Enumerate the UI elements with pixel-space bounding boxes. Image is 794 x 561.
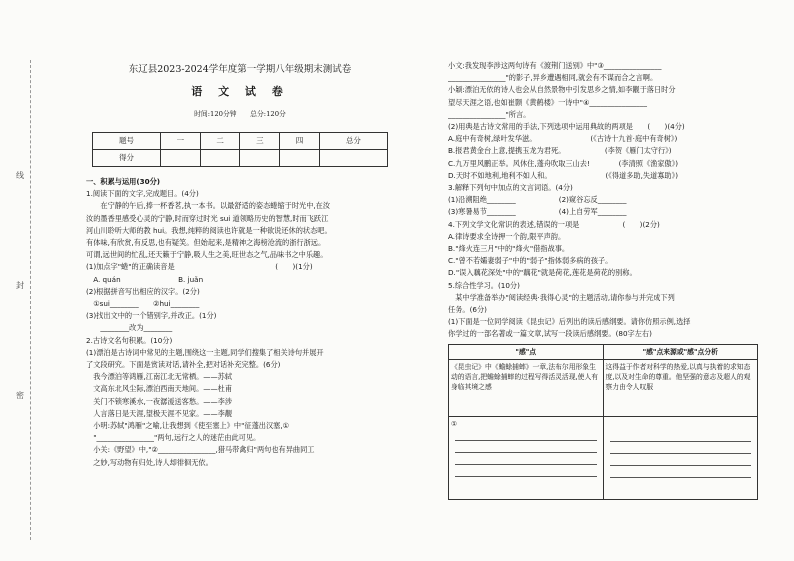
option-line: A. quán B. juǎn bbox=[86, 274, 204, 284]
question-line: 你学过的一部名著或一篇文章,试写一段读后感纲要。(80字左右) bbox=[448, 329, 652, 339]
question-line: 3.解释下列句中加点的文言词语。(4分) bbox=[448, 183, 573, 193]
score-table-score-row bbox=[93, 150, 388, 167]
binding-label-mid: 封 bbox=[16, 281, 24, 290]
score-cell[interactable] bbox=[240, 150, 280, 167]
answer-feeling-cell[interactable] bbox=[449, 417, 604, 500]
score-table-header-row bbox=[93, 133, 388, 150]
score-header-cell: 二 bbox=[200, 133, 240, 150]
dialogue-line: 小颖:漂泊无依的诗人也会从自然景物中引发思乡之情,如李觏于落日时分 bbox=[448, 85, 676, 95]
score-header-cell: 总分 bbox=[319, 133, 387, 150]
option-line: A.庭中有奇树,绿叶发华滋。 (《古诗十九首·庭中有奇树》) bbox=[448, 134, 678, 144]
right-column bbox=[448, 0, 768, 561]
question-line: 某中学准备举办"阅读经典·我得心灵"的主题活动,请你参与并完成下列 bbox=[448, 292, 675, 302]
question-line: 5.综合性学习。(10分) bbox=[448, 280, 520, 290]
answer-line[interactable] bbox=[455, 441, 597, 453]
passage-line: 在宁静的午后,捧一杯香茗,执一本书。以最舒适的姿态蜷缩于时光中,在汝 bbox=[86, 201, 331, 211]
passage-line: 有体味,有欣赏,有反思,也有疑笑。但始起来,是精神之海榜沧流的浙行浙远。 bbox=[86, 238, 326, 248]
exam-title: 东辽县2023-2024学年度第一学期八年级期末测试卷 bbox=[128, 64, 352, 75]
dialogue-line: 小明:苏轼"鸿雁"之喻,让我想到《使至塞上》中"征蓬出汉塞,① bbox=[86, 421, 290, 431]
answer-blank-line[interactable]: 小关:《野望》中,"②________________,猎马带禽归"两句也有异曲同工 bbox=[86, 445, 315, 455]
answer-line[interactable] bbox=[455, 465, 597, 477]
answer-line[interactable] bbox=[455, 429, 597, 441]
question-line: (2)用典是古诗文常用的手法,下列选项中运用典故的两项是 ( )(4分) bbox=[448, 122, 685, 132]
question-line: 任务。(6分) bbox=[448, 305, 487, 315]
poem-line: 文高东北风尘际,漂泊西南天地间。——杜甫 bbox=[86, 384, 233, 394]
table-header-source: "感"点来源或"感"点分析 bbox=[603, 345, 758, 360]
example-source-cell: 这得益于作者对科学的热爱,以真与执着的求知态度,以及对生命的尊重。他坚强的意志及超人的观察力由令人叹服 bbox=[603, 360, 758, 417]
question-line: (1)下面是一位同学阅读《昆虫记》后列出的读后感纲要。请你仿照示例,选择 bbox=[448, 317, 691, 327]
question-line: 1.阅读下面的文字,完成题目。(4分) bbox=[86, 189, 199, 199]
question-line: (1)漂泊是古诗词中常见的主题,围绕这一主题,同学们搜集了相关诗句并展开 bbox=[86, 347, 324, 357]
answer-blank-line[interactable]: 小文:我发现李涉这两句诗有《渡荆门送别》中"③________________ bbox=[448, 61, 662, 70]
answer-blank-line[interactable]: (1)沿溯阻绝________ (2)窥谷忘反________ bbox=[448, 195, 627, 205]
exam-meta: 时间:120分钟 总分:120分 bbox=[194, 110, 286, 118]
right-question-text bbox=[448, 60, 768, 341]
question-line: (1)加点字"蜷"的正确读音是 ( )(1分) bbox=[86, 262, 313, 272]
answer-line[interactable] bbox=[610, 454, 752, 466]
passage-line: 可谓,远世间的忙乱,还天籁于宁静,吸人生之美,旺世态之气,品味书之中乐趣。 bbox=[86, 250, 328, 260]
option-line: C."曾不若孀妻弱子"中的"弱子"指体弱多病的孩子。 bbox=[448, 256, 613, 266]
score-header-cell: 三 bbox=[240, 133, 280, 150]
table-header-feeling: "感"点 bbox=[449, 345, 604, 360]
passage-line: 河山川聆听大师的教 hui。我想,纯粹的阅读也许就是一种欲说还休的状态吧。 bbox=[86, 225, 332, 235]
score-table bbox=[92, 132, 388, 167]
blank-marker: ① bbox=[451, 420, 458, 428]
option-line: B."烽火连三月"中的"烽火"借指战事。 bbox=[448, 244, 570, 254]
score-cell[interactable] bbox=[200, 150, 240, 167]
score-cell[interactable] bbox=[161, 150, 201, 167]
passage-line: 汝的墨香里感受心灵的宁静,时而穿过时光 sui 道领略历史的智慧,时而飞跃江 bbox=[86, 213, 329, 223]
answer-source-cell[interactable] bbox=[603, 417, 758, 500]
answer-blank-line[interactable]: ________改为________ bbox=[86, 323, 173, 333]
binding-label-bottom: 密 bbox=[16, 391, 24, 400]
poem-line: 人言落日是天涯,望极天涯不见家。——李觏 bbox=[86, 408, 233, 418]
option-line: C.九万里风鹏正举。风休住,蓬舟吹取三山去! (李清照《渔家傲》) bbox=[448, 158, 679, 168]
option-line: A.律诗要求全诗押一个韵,限平声韵。 bbox=[448, 231, 566, 241]
score-header-cell: 四 bbox=[280, 133, 320, 150]
section-heading: 一、积累与运用(30分) bbox=[86, 177, 161, 186]
answer-line[interactable] bbox=[610, 466, 752, 478]
left-column bbox=[86, 0, 394, 561]
binding-label-top: 线 bbox=[16, 171, 24, 180]
answer-blank-line[interactable]: (3)寒暑易节________ (4)上自劳军________ bbox=[448, 207, 627, 217]
subject-title: 语 文 试 卷 bbox=[191, 85, 289, 98]
option-line: D.天时不如地利,地利不如人和。 (《得道多助,失道寡助》) bbox=[448, 170, 679, 180]
reading-notes-table bbox=[448, 344, 758, 500]
answer-blank-line[interactable]: ①sui________ ②hui________ bbox=[86, 299, 200, 309]
option-line: D."误入藕花深处"中的"藕花"就是荷花,莲花是荷花的别称。 bbox=[448, 268, 637, 278]
answer-blank-line[interactable]: "________________"两句,远行之人的迷茫由此可见。 bbox=[86, 433, 261, 443]
question-line: 了文段研究。下面是赏读对话,请补全,把对话补充完整。(6分) bbox=[86, 360, 281, 370]
poem-line: 关门不锁寒溪水,一夜潺湲送客愁。——李涉 bbox=[86, 396, 233, 406]
question-line: 4.下列文学文化常识的表述,错误的一项是 ( )(2分) bbox=[448, 219, 660, 229]
score-row-label: 得分 bbox=[93, 150, 161, 167]
question-line: (2)根据拼音写出相应的汉字。(2分) bbox=[86, 286, 200, 296]
answer-line[interactable] bbox=[455, 453, 597, 465]
score-header-cell: 一 bbox=[161, 133, 201, 150]
score-header-cell: 题号 bbox=[93, 133, 161, 150]
answer-blank-line[interactable]: ________________"所言。 bbox=[448, 109, 531, 119]
answer-blank-line[interactable]: 望尽天涯之语,也如崔颢《黄鹤楼》一诗中"④________________ bbox=[448, 97, 647, 107]
poem-line: 我今漂泊等鸿雁,江南江北无常栖。——苏轼 bbox=[86, 372, 233, 382]
score-cell[interactable] bbox=[319, 150, 387, 167]
question-line: (3)找出文中的一个错别字,并改正。(1分) bbox=[86, 311, 217, 321]
example-feeling-cell: 《昆虫记》中《蟾蜍捕蟀》一章,法布尔用形象生动的语言,把蟾蜍捕蟀的过程写得活灵活现,使人有身临其境之感 bbox=[449, 360, 604, 417]
answer-line[interactable] bbox=[610, 430, 752, 442]
question-line: 2.古诗文名句积累。(10分) bbox=[86, 335, 173, 345]
dialogue-line: 之妙,写动物有归处,诗人却徘徊无依。 bbox=[86, 457, 213, 467]
binding-margin bbox=[14, 60, 31, 540]
answer-line[interactable] bbox=[610, 442, 752, 454]
answer-blank-line[interactable]: ________________"的影子,异乡遭遇相同,就会有不谋而合之言啊。 bbox=[448, 73, 658, 83]
left-question-text bbox=[86, 176, 394, 469]
option-line: B.报君黄金台上意,提携玉龙为君死。 (李贺《雁门太守行》) bbox=[448, 146, 672, 156]
score-cell[interactable] bbox=[280, 150, 320, 167]
